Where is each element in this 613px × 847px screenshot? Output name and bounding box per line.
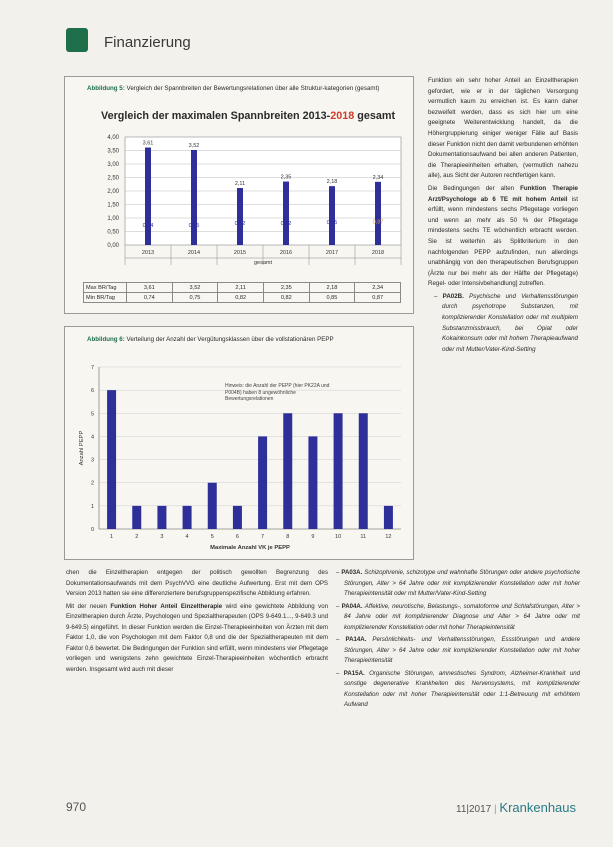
bar (208, 483, 217, 529)
y-tick-label: 1 (90, 503, 94, 510)
bar (375, 182, 381, 245)
figure-5-value-table (83, 282, 401, 303)
list-item: – PA03A. Schizophrenie, schizotype und wahnhafte Störungen oder andere psychotische Störungen, Alter > 64 Jahre oder mit komplizierender Konstellation oder mit hoher Therapieintensität oder mit Mutter/Vater-Kind-Setting (336, 569, 580, 597)
list-item: – PA15A. Organische Störungen, amnestisches Syndrom, Alzheimer-Krankheit und sonstige degenerative Krankheiten des Nervensystems, mit komplizierender Konstellation oder mit hoher Therapieintensität oder 1:1-Betreuung mit erhöhtem Aufwand (336, 669, 580, 708)
bullet-code: PA14A. (345, 636, 367, 643)
bar (157, 506, 166, 529)
table-cell: 2,18 (309, 283, 355, 293)
x-tick-label: 2015 (233, 250, 247, 256)
figure-5-chart-title (101, 110, 411, 122)
bar-max-label: 2,34 (372, 174, 384, 181)
bottom-right-text (334, 568, 580, 713)
x-tick-label: 1 (110, 534, 114, 540)
x-tick-label: 4 (185, 534, 189, 540)
bullet-code: PA15A. (343, 669, 365, 677)
x-axis-label: gesamt (253, 260, 273, 266)
bullet-code: PA04A. (341, 602, 363, 610)
issue-number: 11|2017 (456, 804, 492, 815)
x-tick-label: 2018 (371, 250, 385, 256)
magazine-footer: 11|2017 | Krankenhaus (456, 800, 577, 815)
bar (258, 436, 267, 529)
y-tick-label: 4,00 (107, 135, 119, 141)
section-color-marker (66, 28, 88, 52)
x-tick-label: 11 (360, 534, 367, 540)
y-tick-label: 2,50 (107, 175, 119, 182)
bullet-text: Organische Störungen, amnestisches Syndrom, Alzheimer-Krankheit und sonstige degenerative Krankheiten des Nervensystems, mit komplizierender Konstellation oder mit hoher Therapieintensität oder 1:1-Betreuung mit erhöhtem Aufwand (344, 669, 580, 708)
figure-5-box (64, 76, 414, 314)
figure-5-caption (87, 85, 407, 93)
table-cell: 2,34 (355, 283, 401, 293)
bar (334, 413, 343, 529)
table-cell: 3,61 (127, 283, 173, 293)
bottom-left-paragraph-2 (66, 602, 328, 676)
table-cell: 0,85 (309, 293, 355, 303)
table-cell: 0,75 (172, 293, 218, 303)
y-tick-label: 0,00 (107, 243, 119, 249)
bar-min-label: 0,82 (234, 220, 246, 227)
bar (384, 506, 393, 529)
x-tick-label: 5 (210, 534, 214, 540)
y-tick-label: 4 (90, 434, 94, 441)
y-tick-label: 3 (90, 457, 94, 464)
text-run: Mit der neuen (66, 602, 111, 610)
text-run: wird eine gewichtete Abbildung von Einzeltherapien durch Ärzte, Psychologen und Spezialtherapeuten (OPS 9-649.1..., 9-649.3 und 9-649.5) eingeführt. In dieser Funktion werden die Einzel-Therapieeinheiten von Ärzten mit dem Faktor 1,0, die von Psychologen mit dem Faktor 0,8 und die der Spezialtherapeuten mit dem Faktor 0,6 bewertet. Die Bedingungen der Funktion sind erfüllt, wenn mindestens vier Pflegetage vorliegen und wenigstens zehn gewichtete Einzel-Therapieeinheiten wöchentlich erbracht werden. Insgesamt wird auch mit dieser (66, 602, 328, 673)
bar-min-label: 0,85 (326, 220, 338, 227)
x-tick-label: 7 (261, 534, 265, 540)
bar-max-label: 2,11 (234, 181, 246, 188)
figure-5-bar-chart (65, 129, 411, 269)
x-tick-label: 2013 (141, 250, 155, 256)
bar (308, 436, 317, 529)
figure-6-annotation: Hinweis: die Anzahl der PEPP (hier PK22A und P004B) haben 8 ungewöhnliche Bewertungsrelationen (225, 383, 330, 402)
bullet-text: Affektive, neurotische, Belastungs-, somatoforme und Schlafstörungen, Alter > 84 Jahre oder mit komplizierender Diagnose und Alter > 64 Jahre oder mit komplizierender Konstellation oder mit hoher Therapieintensität (344, 602, 580, 631)
right-bullet-1: – PA02B. Psychische und Verhaltensstörungen durch psychotrope Substanzen, mit komplizierender Konstellation oder mit multiplem Substanzmissbrauch, bei Opiat oder Kokainkonsum oder mit hohem Therapieaufwand oder mit Mutter/Vater-Kind-Setting (434, 292, 578, 353)
y-tick-label: 1,50 (107, 202, 119, 209)
table-cell: 3,52 (172, 283, 218, 293)
bar-min-label: 0,74 (142, 223, 154, 230)
bar-max-label: 2,18 (326, 179, 338, 186)
bar-min-label: 0,87 (372, 219, 384, 226)
x-tick-label: 2014 (187, 250, 201, 256)
bullet-text: Persönlichkeits- und Verhaltensstörungen, Essstörungen und andere Störungen, Alter > 64 Jahre oder mit komplizierender Konstellation oder mit hoher Therapieintensität (344, 636, 580, 664)
chart-title-end: gesamt (354, 110, 396, 122)
bar (283, 413, 292, 529)
bottom-left-paragraph-1: chen die Einzeltherapien entgegen der politisch gewollten Begrenzung des Dokumentationsaufwands mit dem PsychVVG eine deutliche Aufwertung. Erst mit dem OPS Version 2013 hatten sie eine differenziertere berufsgruppenspezifische Abbildung erfahren. (66, 569, 328, 597)
figure-6-caption-text: Verteilung der Anzahl der Vergütungsklassen über die vollstationären PEPP (126, 336, 334, 343)
page-number: 970 (66, 800, 87, 814)
bar (107, 390, 116, 529)
x-tick-label: 2017 (325, 250, 339, 256)
table-cell: 0,82 (263, 293, 309, 303)
x-tick-label: 2 (135, 534, 139, 540)
y-tick-label: 7 (90, 365, 94, 371)
y-tick-label: 5 (90, 411, 94, 418)
y-tick-label: 2,00 (107, 189, 119, 195)
y-tick-label: 0 (90, 527, 94, 533)
bar (283, 182, 289, 245)
table-cell: 2,35 (263, 283, 309, 293)
table-row-label: Max BR/Tag (84, 283, 127, 293)
list-item: – PA14A. Persönlichkeits- und Verhaltensstörungen, Essstörungen und andere Störungen, Alter > 64 Jahre oder mit komplizierender Konstellation oder mit hoher Therapieintensität (336, 636, 580, 664)
x-tick-label: 3 (160, 534, 164, 540)
bar-max-label: 2,35 (280, 174, 292, 181)
bar-min-label: 0,75 (188, 222, 200, 229)
table-cell: 0,82 (218, 293, 264, 303)
magazine-name: Krankenhaus (499, 800, 577, 815)
x-tick-label: 9 (311, 534, 315, 540)
figure-5-caption-label: Abbildung 5: (87, 85, 125, 92)
y-tick-label: 3,00 (107, 162, 119, 168)
figure-6-caption-label: Abbildung 6: (87, 336, 125, 343)
table-row-min (84, 293, 401, 303)
y-tick-label: 3,50 (107, 148, 119, 155)
bar-max-label: 3,52 (188, 142, 200, 149)
figure-6-caption (87, 336, 407, 344)
text-run-bold: Funktion Hoher Anteil Einzeltherapie (110, 602, 223, 610)
figure-5-caption-text: Vergleich der Spannbreiten der Bewertungsrelationen über alle Struktur-kategorien (gesamt) (126, 85, 380, 92)
x-tick-label: 10 (335, 534, 342, 540)
section-title: Finanzierung (104, 34, 191, 51)
bar (183, 506, 192, 529)
table-cell: 0,74 (127, 293, 173, 303)
table-row-label: Min BR/Tag (84, 293, 127, 303)
bar (359, 413, 368, 529)
table-cell: 2,11 (218, 283, 264, 293)
bullet-text: Schizophrenie, schizotype und wahnhafte Störungen oder andere psychotische Störungen, Alter > 64 Jahre oder mit komplizierender Konstellation oder mit hoher Therapieintensität oder mit Mutter/Vater-Kind-Setting (344, 569, 580, 597)
text-run: Die Bedingungen der alten (428, 184, 521, 192)
y-tick-label: 1,00 (107, 216, 119, 222)
bullet-code: PA03A. (341, 569, 363, 576)
y-axis-label: Anzahl PEPP (79, 430, 85, 466)
bar (145, 148, 151, 245)
bar-min-label: 0,82 (280, 220, 292, 227)
bottom-left-text (66, 568, 328, 677)
text-run: ist erfüllt, wenn mindestens sechs Pflegetage vorliegen und wenn an mehr als 50 % der Pflegetage mindestens sechs TE wöchentlich erbracht werden. Sie ist weiterhin als Splitkriterium in den nachfolgenden PEPP aufzufinden, nun allerdings unabhängig von den therapeutischen Berufsgruppen (Ärzte nur bei mehr als der Hälfte der Pflegetage) Regel- oder Intensivbehandlung] zutreffen. (428, 195, 578, 288)
figure-6-box (64, 326, 414, 560)
list-item: – PA04A. Affektive, neurotische, Belastungs-, somatoforme und Schlafstörungen, Alter > 84 Jahre oder mit komplizierender Diagnose und Alter > 64 Jahre oder mit komplizierender Konstellation oder mit hoher Therapieintensität (336, 602, 580, 631)
y-tick-label: 2 (90, 480, 94, 487)
text-run-bold: Funktion Therapie Arzt/Psychologe ab 6 TE mit hohem Anteil (428, 184, 578, 203)
bar (191, 150, 197, 245)
right-paragraph-1: Funktion ein sehr hoher Anteil an Einzeltherapien gefordert, wie er in der täglichen Versorgung vermutlich kaum zu erreichen ist. Es kann daher bezweifelt werden, dass es sich hier um eine geeignete Weiterentwicklung handelt, da die Höhergruppierung einiger weniger Fälle auf Basis dieser Funktion nicht den damit verbundenen erhöhten Dokumentationsaufwand bei allen anderen Patienten, die Therapieeinheiten erhalten, (vermutlich nahezu alle), aus Sicht der Autoren rechtfertigen kann. (428, 77, 578, 180)
right-paragraph-2 (428, 184, 578, 290)
chart-title-year: 2018 (330, 110, 355, 122)
bar (329, 186, 335, 245)
x-tick-label: 8 (286, 534, 290, 540)
bullet-code: PA02B. (442, 292, 464, 300)
bar (237, 188, 243, 245)
x-tick-label: 12 (385, 534, 392, 540)
bar (132, 506, 141, 529)
x-tick-label: 6 (235, 534, 239, 540)
x-axis-label: Maximale Anzahl VK je PEPP (210, 545, 290, 551)
bar (233, 506, 242, 529)
chart-title-main: Vergleich der maximalen Spannbreiten 2013- (101, 110, 331, 122)
table-row-max (84, 283, 401, 293)
bullet-text: Psychische und Verhaltensstörungen durch psychotrope Substanzen, mit komplizierender Konstellation oder mit multiplem Substanzmissbrauch, bei Opiat oder Kokainkonsum oder mit hohem Therapieaufwand oder mit Mutter/Vater-Kind-Setting (442, 292, 578, 353)
x-tick-label: 2016 (279, 250, 293, 256)
right-column-text (428, 76, 578, 355)
y-tick-label: 0,50 (107, 229, 119, 236)
table-cell: 0,87 (355, 293, 401, 303)
y-tick-label: 6 (90, 388, 94, 395)
bar-max-label: 3,61 (142, 140, 154, 147)
